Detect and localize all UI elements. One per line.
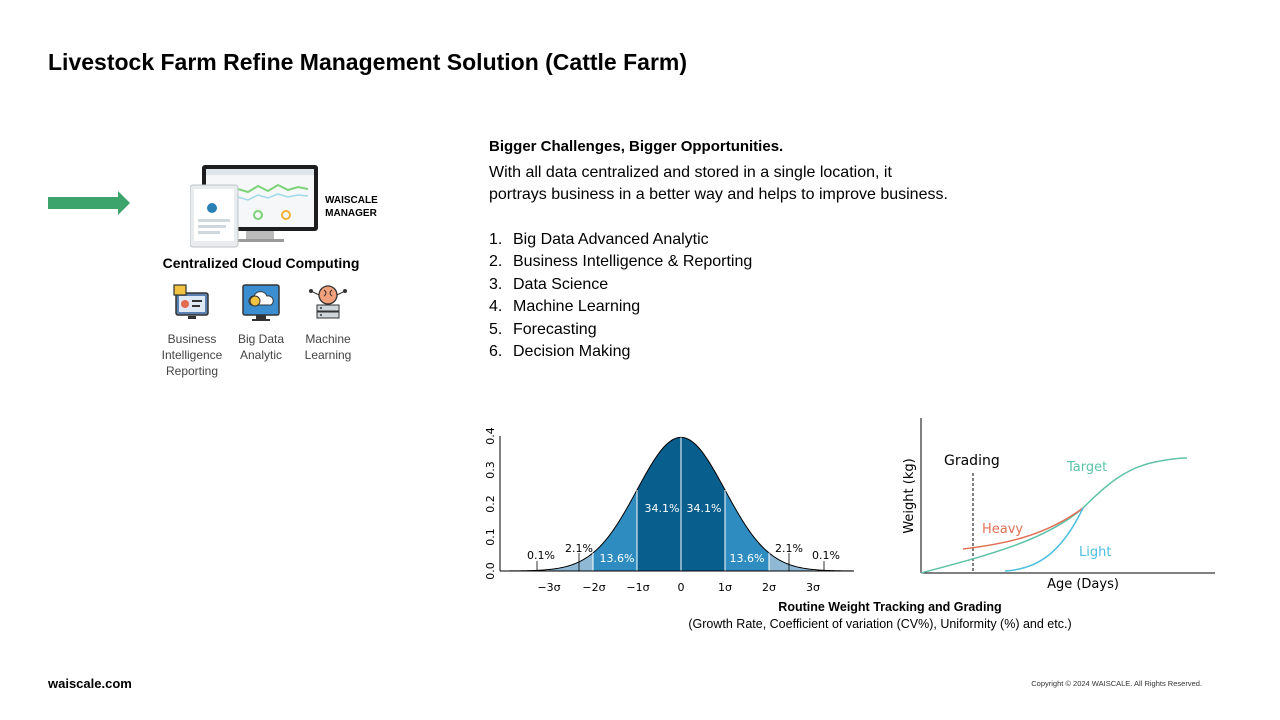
monitor-chart-icon (172, 283, 212, 323)
tool-big-data: Big Data Analytic (232, 283, 290, 363)
normal-distribution-chart (480, 420, 860, 600)
right-arrow-icon (48, 191, 132, 215)
y-tick-label: 0.4 (484, 427, 497, 445)
tool-business-intelligence: Business Intelligence Reporting (157, 283, 227, 379)
x-axis-label: Age (Days) (1047, 577, 1119, 592)
series-line-target (921, 458, 1187, 573)
series-label-heavy: Heavy (982, 522, 1024, 537)
y-axis-label: Weight (kg) (902, 458, 917, 534)
x-tick-label: 0 (677, 581, 685, 594)
series-label-target: Target (1067, 460, 1108, 475)
x-tick-label: −3σ (537, 581, 561, 594)
y-ticks (484, 427, 497, 580)
page-title: Livestock Farm Refine Management Solution (Cattle Farm) (48, 49, 688, 75)
dashboard-devices-image (190, 163, 322, 249)
y-tick-label: 0.0 (484, 562, 497, 580)
series-label-light: Light (1079, 545, 1112, 560)
x-tick-label: 2σ (762, 581, 776, 594)
challenges-list (489, 229, 1009, 363)
y-tick-label: 0.2 (484, 495, 497, 513)
challenges-section (489, 138, 1009, 363)
x-tick-label: 1σ (718, 581, 732, 594)
band-label: 13.6% (599, 552, 635, 565)
list-item: 5. Forecasting (489, 320, 597, 338)
copyright-text: Copyright © 2024 WAISCALE. All Rights Reserved. (1031, 679, 1202, 688)
waiscale-manager-label: WAISCALE MANAGER (325, 195, 378, 219)
list-item: 2. Business Intelligence & Reporting (489, 253, 753, 271)
challenges-heading: Bigger Challenges, Bigger Opportunities. (489, 138, 784, 155)
band-label: 2.1% (775, 542, 803, 555)
chart-caption-subtitle: (Growth Rate, Coefficient of variation (CV%), Uniformity (%) and etc.) (688, 617, 1072, 631)
cloud-gear-icon (241, 283, 281, 323)
x-tick-label: −2σ (582, 581, 606, 594)
brain-circuit-icon (307, 283, 349, 323)
cloud-computing-label: Centralized Cloud Computing (162, 255, 360, 271)
x-tick-label: −1σ (626, 581, 650, 594)
y-tick-label: 0.3 (484, 461, 497, 479)
tail-label: 0.1% (527, 549, 555, 562)
band-label: 34.1% (644, 502, 680, 515)
band-label: 2.1% (565, 542, 593, 555)
list-item: 3. Data Science (489, 275, 609, 293)
list-item: 1. Big Data Advanced Analytic (489, 231, 709, 248)
website-link[interactable]: waiscale.com (48, 676, 132, 691)
list-item: 6. Decision Making (489, 343, 631, 361)
x-ticks (537, 581, 820, 594)
list-item: 4. Machine Learning (489, 298, 641, 316)
weight-growth-chart (895, 416, 1225, 596)
challenges-body: With all data centralized and stored in a single location, it portrays business in a better way and helps to improve business. (489, 164, 948, 203)
x-tick-label: 3σ (806, 581, 820, 594)
band-label: 13.6% (729, 552, 765, 565)
tool-machine-learning: Machine Learning (296, 283, 360, 363)
grading-label: Grading (944, 453, 1000, 469)
tail-label: 0.1% (812, 549, 840, 562)
band-label: 34.1% (686, 502, 722, 515)
chart-caption-title: Routine Weight Tracking and Grading (778, 600, 1002, 614)
y-tick-label: 0.1 (484, 528, 497, 546)
